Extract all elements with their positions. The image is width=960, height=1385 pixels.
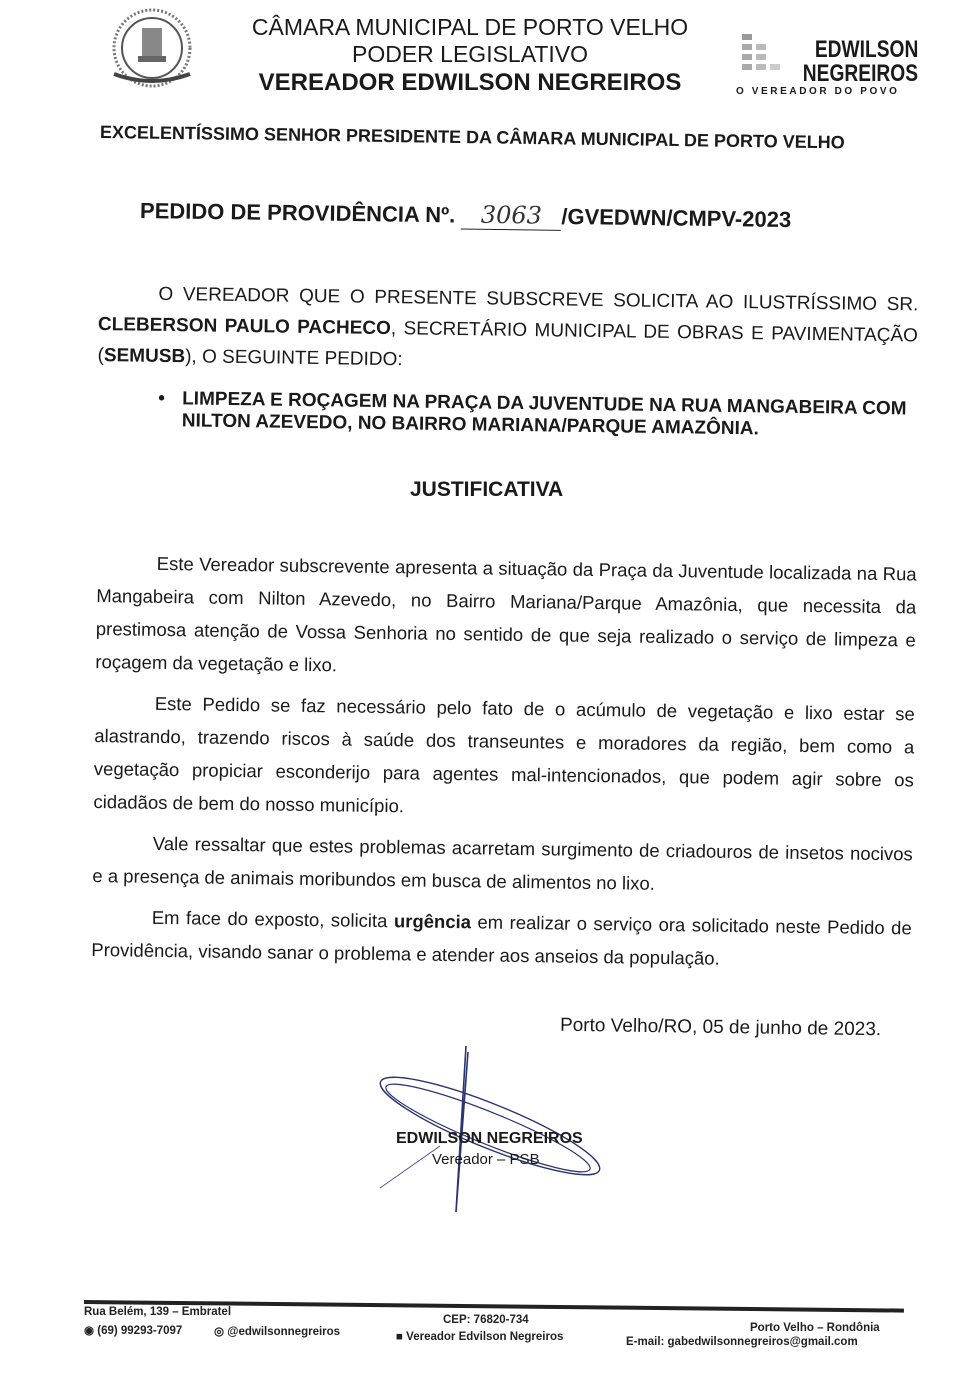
- footer-email: E-mail: gabedwilsonnegreiros@gmail.com: [626, 1336, 858, 1348]
- secretary-name: CLEBERSON PAULO PACHECO: [97, 314, 391, 340]
- intro-text: O VEREADOR QUE O PRESENTE SUBSCREVE SOLICITA AO ILUSTRÍSSIMO SR.: [158, 283, 919, 316]
- paragraph: [91, 900, 912, 977]
- intro-text: , SECRETÁRIO MUNICIPAL DE OBRAS E PAVIMENTAÇÃO (: [97, 318, 919, 367]
- intro-text: ), O SEGUINTE PEDIDO:: [185, 346, 403, 371]
- justification-heading: JUSTIFICATIVA: [410, 478, 564, 501]
- paragraph: Este Vereador subscrevente apresenta a situação da Praça da Juventude localizada na Rua Mangabeira com Nilton Azevedo, no Bairro Mariana/Parque Amazônia, que necessita da prestimosa atenção de Vossa Senhoria no sentido de que seja realizado o serviço de limpeza e roçagem da vegetação e lixo.: [95, 552, 917, 676]
- footer-cep: CEP: 76820-734: [443, 1314, 529, 1326]
- place-date: Porto Velho/RO, 05 de junho de 2023.: [559, 1014, 882, 1041]
- request-item: [158, 388, 919, 443]
- building-bars-icon: [740, 32, 800, 82]
- facebook-icon: ■: [396, 1331, 407, 1343]
- brand-tagline: O VEREADOR DO POVO: [736, 86, 900, 97]
- signatory-role: Vereador – PSB: [432, 1151, 540, 1168]
- footer-instagram: [214, 1324, 340, 1338]
- justification-body: [91, 546, 917, 985]
- footer-address: Rua Belém, 139 – Embratel: [84, 1306, 232, 1318]
- brand-logo: [736, 30, 926, 105]
- addressee: EXCELENTÍSSIMO SENHOR PRESIDENTE DA CÂMARA MUNICIPAL DE PORTO VELHO: [99, 122, 845, 153]
- phone-text: (69) 99293-7097: [97, 1325, 183, 1337]
- paragraph: Vale ressaltar que estes problemas acarretam surgimento de criadouros de insetos nocivos e a presença de animais moribundos em busca de alimentos no lixo.: [92, 832, 913, 894]
- footer-facebook: [396, 1331, 563, 1343]
- legislative-power: PODER LEGISLATIVO: [351, 41, 589, 67]
- paragraph: Este Pedido se faz necessário pelo fato de o acúmulo de vegetação e lixo estar se alastrando, trazendo riscos à saúde dos transeuntes e moradores da região, bem como a vegetação propiciar esconderijo para agentes mal-intencionados, que podem agir sobre os cidadãos de bem do nosso município.: [93, 692, 915, 817]
- chamber-seal-logo: [108, 4, 196, 92]
- title-prefix: PEDIDO DE PROVIDÊNCIA Nº.: [139, 198, 456, 228]
- intro-paragraph: [97, 278, 918, 382]
- instagram-text: @edwilsonnegreiros: [227, 1326, 341, 1338]
- bullet-icon: •: [158, 388, 165, 410]
- footer-phone: [84, 1323, 182, 1337]
- request-item-text: LIMPEZA E ROÇAGEM NA PRAÇA DA JUVENTUDE NA RUA MANGABEIRA COM NILTON AZEVEDO, NO BAIRRO MARIANA/PARQUE AMAZÔNIA.: [181, 388, 907, 440]
- paragraph-text: em realizar o serviço ora solicitado neste Pedido de Providência, visando sanar o problema e atender aos anseios da população.: [91, 911, 912, 969]
- footer-city: Porto Velho – Rondônia: [750, 1322, 880, 1334]
- letterhead: [220, 14, 720, 98]
- request-number: 3063: [461, 200, 561, 230]
- document-title: [140, 196, 792, 234]
- brand-name-first: EDWILSON: [814, 36, 918, 63]
- facebook-text: Vereador Edvilson Negreiros: [406, 1331, 564, 1343]
- councilman-name: VEREADOR EDWILSON NEGREIROS: [258, 69, 682, 96]
- signatory-name: EDWILSON NEGREIROS: [396, 1130, 583, 1147]
- chamber-name: CÂMARA MUNICIPAL DE PORTO VELHO: [251, 14, 689, 40]
- brand-name-last: NEGREIROS: [802, 60, 918, 87]
- whatsapp-icon: ◉: [84, 1325, 98, 1337]
- paragraph-text: Em face do exposto, solicita: [151, 906, 395, 932]
- urgency-emphasis: urgência: [393, 910, 472, 933]
- agency-acronym: SEMUSB: [103, 345, 186, 368]
- instagram-icon: ◎: [214, 1326, 228, 1338]
- title-suffix: /GVEDWN/CMPV-2023: [561, 203, 792, 233]
